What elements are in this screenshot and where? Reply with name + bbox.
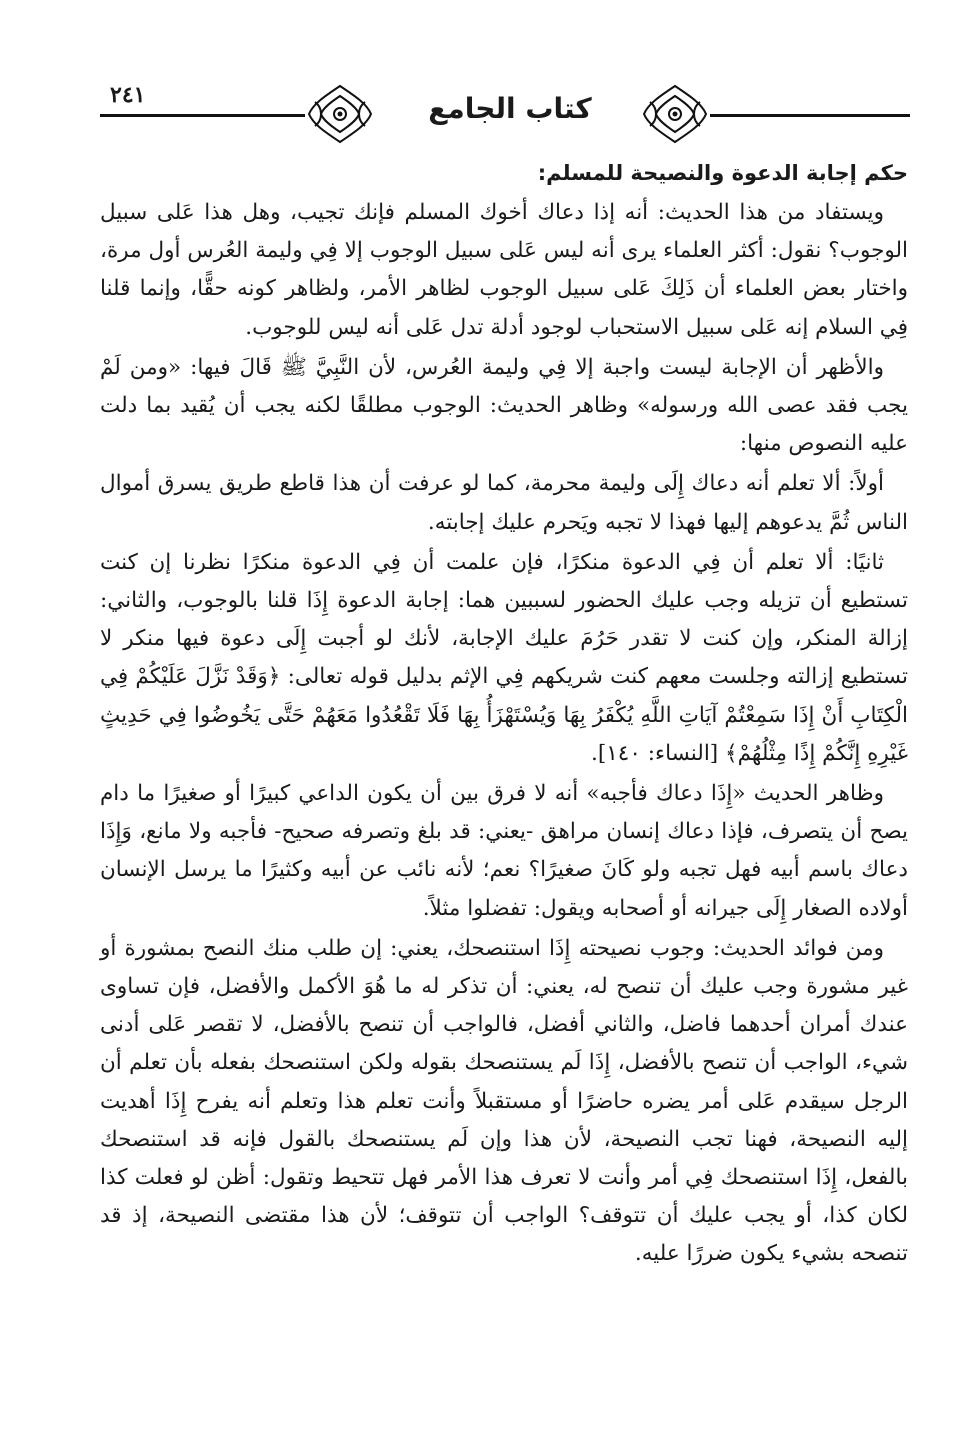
paragraph-6: ومن فوائد الحديث: وجوب نصيحته إِذَا استنصحك، يعني: إن طلب منك النصح بمشورة أو غير مشورة وجب عليك أن تنصح له، يعني: أن تذكر له ما هُوَ الأكمل والأفضل، فإن تساوى عندك أمران أحدهما فاضل، والثاني أفضل، فالواجب أن تنصح بالأفضل، لا تقصر عَلى أدنى شيء، الواجب أن تنصح بالأفضل، إِذَا لَم يستنصحك بقوله ولكن استنصحك بفعله بأن تعلم أن الرجل سيقدم عَلى أمر يضره حاضرًا أو مستقبلاً وأنت تعلم هذا وتعلم أنه يفرح إِذَا أهديت إليه النصيحة، فهنا تجب النصيحة، لأن هذا وإن لَم يستنصحك بالقول فإنه قد استنصحك بالفعل، إِذَا استنصحك فِي أمر وأنت لا تعرف هذا الأمر فهل تتحيط وتقول: أظن لو فعلت كذا لكان كذا، أو يجب عليك أن تتوقف؟ الواجب أن تتوقف؛ لأن هذا مقتضى النصيحة، إذ قد تنصحه بشيء يكون ضررًا عليه.: [100, 935, 908, 1267]
section-heading: حكم إجابة الدعوة والنصيحة للمسلم:: [537, 161, 908, 185]
ornament-right-icon: [640, 82, 710, 146]
header-rule-right: [710, 114, 910, 117]
paragraph-3: أولاً: ألا تعلم أنه دعاك إِلَى وليمة محرمة، كما لو عرفت أن هذا قاطع طريق يسرق أموال الناس ثُمَّ يدعوهم إليها فهذا لا تجبه ويَحرم عليك إجابته.: [100, 471, 908, 535]
page-number: ٢٤١: [110, 82, 146, 108]
paragraph-5: وظاهر الحديث «إِذَا دعاك فأجبه» أنه لا فرق بين أن يكون الداعي كبيرًا أو صغيرًا ما دام يصح أن يتصرف، فإذا دعاك إنسان مراهق -يعني: قد بلغ وتصرفه صحيح- فأجبه ولا مانع، وَإِذَا دعاك باسم أبيه فهل تجبه ولو كَانَ صغيرًا؟ نعم؛ لأنه نائب عن أبيه وكثيرًا ما يرسل الإنسان أولاده الصغار إِلَى جيرانه أو أصحابه ويقول: تفضلوا مثلاً.: [100, 781, 908, 921]
book-title: كتاب الجامع: [428, 92, 592, 125]
paragraph-4: ثانيًا: ألا تعلم أن فِي الدعوة منكرًا، فإن علمت أن فِي الدعوة منكرًا نظرنا إن كنت تستطيع أن تزيله وجب عليك الحضور لسببين هما: إجابة الدعوة إِذَا قلنا بالوجوب، والثاني: إزالة المنكر، وإن كنت لا تقدر حَرُمَ عليك الإجابة، لأنك لو أجبت إِلَى دعوة فيها منكر لا تستطيع إزالته وجلست معهم كنت شريكهم فِي الإثم بدليل قوله تعالى: ﴿وَقَدْ نَزَّلَ عَلَيْكُمْ فِي الْكِتَابِ أَنْ إِذَا سَمِعْتُمْ آيَاتِ اللَّهِ يُكْفَرُ بِهَا وَيُسْتَهْزَأُ بِهَا فَلَا تَقْعُدُوا مَعَهُمْ حَتَّى يَخُوضُوا فِي حَدِيثٍ غَيْرِهِ إِنَّكُمْ إِذًا مِثْلُهُمْ﴾ [النساء: ١٤٠].: [100, 549, 908, 766]
ornament-left-icon: [305, 82, 375, 146]
page-body: [100, 156, 908, 1276]
page-header: [100, 78, 910, 150]
paragraph-1: ويستفاد من هذا الحديث: أنه إذا دعاك أخوك المسلم فإنك تجيب، وهل هذا عَلى سبيل الوجوب؟ نقول: أكثر العلماء يرى أنه ليس عَلى سبيل الوجوب إلا فِي وليمة العُرس أول مرة، واختار بعض العلماء أن ذَلِكَ عَلى سبيل الوجوب لظاهر الأمر، ولظاهر كونه حقًّا، وإنما قلنا فِي السلام إنه عَلى سبيل الاستحباب لوجود أدلة تدل عَلى أنه ليس للوجوب.: [100, 200, 908, 340]
header-rule-left: [100, 114, 305, 117]
paragraph-2: والأظهر أن الإجابة ليست واجبة إلا فِي وليمة العُرس، لأن النَّبِيَّ ﷺ قَالَ فيها: «ومن لَمْ يجب فقد عصى الله ورسوله» وظاهر الحديث: الوجوب مطلقًا لكنه يجب أن يُقيد بما دلت عليه النصوص منها:: [100, 354, 908, 457]
